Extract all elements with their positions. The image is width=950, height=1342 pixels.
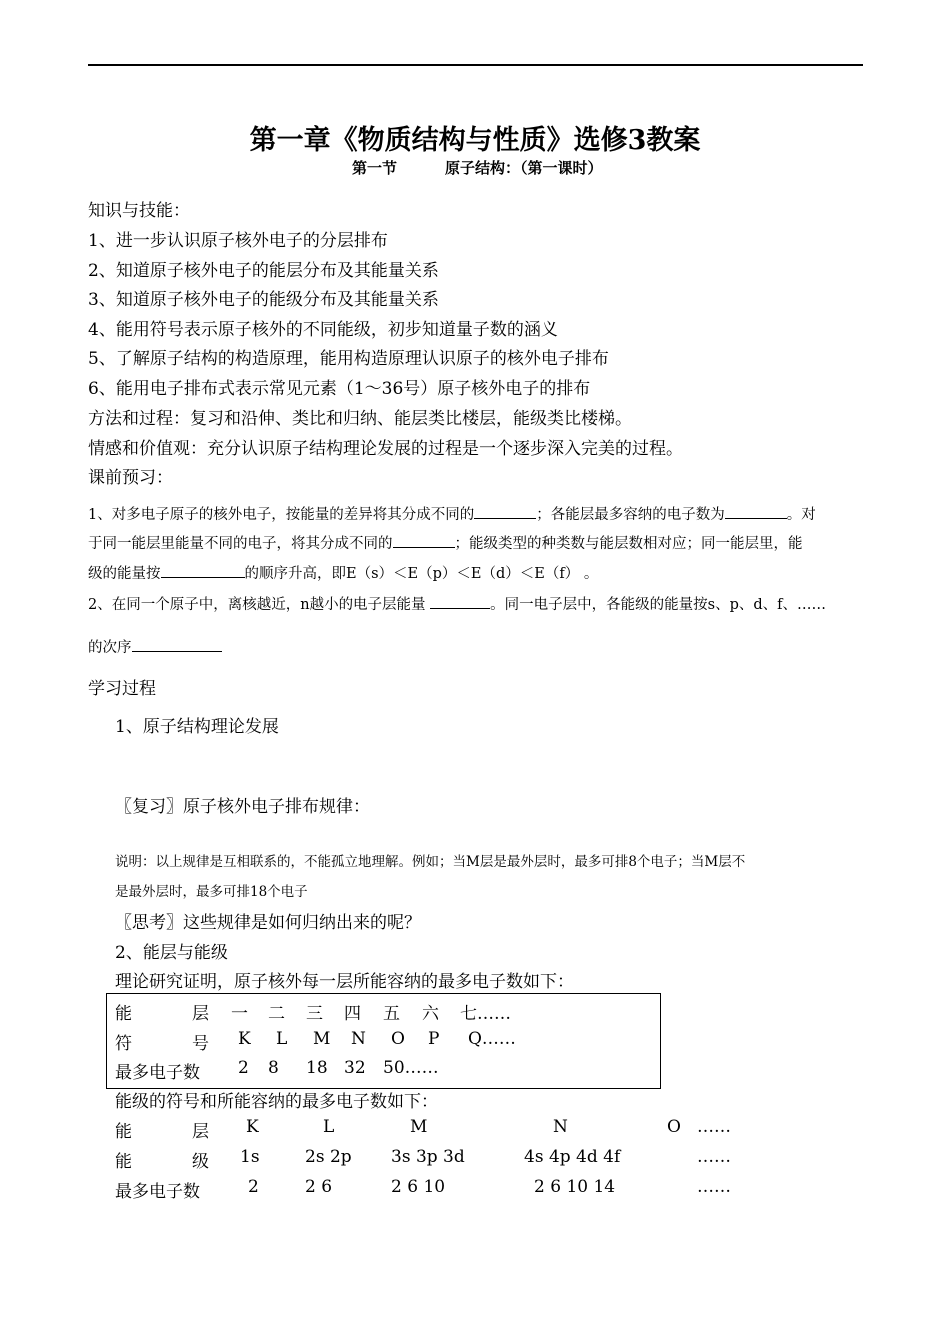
section1-heading: 1、原子结构理论发展	[115, 717, 279, 737]
shell-table-cell: 能	[115, 1004, 132, 1024]
shell-table-cell: 2	[238, 1058, 249, 1078]
emotion-text: 情感和价值观：充分认识原子结构理论发展的过程是一个逐步深入完美的过程。	[88, 439, 683, 459]
preview-q1-line2: 于同一能层里能量不同的电子，将其分成不同的 ；能级类型的种类数与能层数相对应；同一能层里，能	[88, 532, 803, 553]
shell-table-cell: 50……	[383, 1058, 439, 1078]
note-line: 是最外层时，最多可排18个电子	[115, 884, 308, 900]
objective-item: 1、进一步认识原子核外电子的分层排布	[88, 231, 388, 251]
subshell-table-cell: 3s 3p 3d	[391, 1147, 465, 1167]
fill-blank[interactable]	[393, 533, 455, 548]
shell-table-cell: K	[238, 1029, 251, 1049]
preview-q1-line3: 级的能量按 的顺序升高，即E（s）＜E（p）＜E（d）＜E（f） 。	[88, 562, 598, 583]
subshell-table-cell: ……	[697, 1177, 731, 1197]
shell-table-cell: 符	[115, 1034, 132, 1054]
page-title: 第一章《物质结构与性质》选修3教案	[249, 125, 701, 156]
topic-label: 原子结构：（第一课时）	[445, 159, 603, 177]
subshell-table-cell: N	[553, 1117, 568, 1137]
preview-q1-line1: 1、对多电子原子的核外电子，按能量的差异将其分成不同的 ；各能层最多容纳的电子数为 。对	[88, 503, 816, 524]
subshell-table-cell: ……	[697, 1147, 731, 1167]
objective-item: 5、了解原子结构的构造原理，能用构造原理认识原子的核外电子排布	[88, 349, 609, 369]
subshell-table-cell: 2 6 10	[391, 1177, 446, 1197]
subshell-table-cell: 2 6	[305, 1177, 333, 1197]
header-rule	[88, 64, 863, 66]
method-text: 方法和过程：复习和沿伸、类比和归纳、能层类比楼层，能级类比楼梯。	[88, 409, 632, 429]
objective-item: 4、能用符号表示原子核外的不同能级，初步知道量子数的涵义	[88, 320, 558, 340]
shell-table-cell: 五	[383, 1004, 400, 1024]
note-line: 说明：以上规律是互相联系的，不能孤立地理解。例如；当M层是最外层时，最多可排8个电子；当M层不	[115, 854, 746, 870]
subshell-table-cell: 1s	[240, 1147, 260, 1167]
shell-table-cell: 号	[192, 1034, 209, 1054]
shell-table-cell: P	[428, 1029, 440, 1049]
subshell-table-cell: O	[667, 1117, 681, 1137]
subshell-table-cell: K	[246, 1117, 259, 1137]
subshell-table-cell: ……	[697, 1117, 731, 1137]
subshell-table-cell: L	[323, 1117, 335, 1137]
fill-blank[interactable]	[430, 594, 490, 609]
preview-q2-line1: 2、在同一个原子中，离核越近，n越小的电子层能量 。同一电子层中，各能级的能量按s、p、d、f、……	[88, 593, 826, 614]
objectives-heading: 知识与技能：	[88, 201, 190, 221]
objective-item: 3、知道原子核外电子的能级分布及其能量关系	[88, 290, 439, 310]
shell-table-cell: L	[276, 1029, 288, 1049]
subshell-table-cell: 级	[192, 1152, 209, 1172]
shell-table-cell: 8	[268, 1058, 279, 1078]
fill-blank[interactable]	[725, 504, 787, 519]
fill-blank[interactable]	[161, 563, 245, 578]
shell-table-cell: 六	[422, 1004, 439, 1024]
subshell-table-cell: 最多电子数	[115, 1182, 200, 1202]
shell-table-cell: M	[313, 1029, 331, 1049]
shell-table-cell: Q……	[468, 1029, 516, 1049]
subshell-table-cell: 能	[115, 1122, 132, 1142]
shell-table-cell: 三	[306, 1004, 323, 1024]
page-subtitle	[352, 157, 651, 178]
subshell-table-cell: M	[410, 1117, 428, 1137]
review-heading: 〖复习〗原子核外电子排布规律：	[115, 797, 370, 817]
objective-item: 6、能用电子排布式表示常见元素（1～36号）原子核外电子的排布	[88, 379, 591, 399]
shell-table-cell: N	[351, 1029, 366, 1049]
theory-text: 理论研究证明，原子核外每一层所能容纳的最多电子数如下：	[115, 972, 574, 992]
subshell-table-cell: 2	[248, 1177, 259, 1197]
section-label: 第一节	[352, 159, 398, 177]
subshell-table-cell: 能	[115, 1152, 132, 1172]
fill-blank[interactable]	[474, 504, 536, 519]
subshell-intro: 能级的符号和所能容纳的最多电子数如下：	[115, 1092, 438, 1112]
subshell-table-cell: 2s 2p	[305, 1147, 352, 1167]
shell-table-cell: 二	[268, 1004, 285, 1024]
preview-heading: 课前预习：	[88, 468, 173, 488]
fill-blank[interactable]	[132, 637, 222, 652]
think-heading: 〖思考〗这些规律是如何归纳出来的呢？	[115, 913, 421, 933]
shell-table-cell: O	[391, 1029, 405, 1049]
shell-table-cell: 32	[344, 1058, 366, 1078]
shell-table-cell: 七……	[460, 1004, 511, 1024]
shell-table-cell: 最多电子数	[115, 1063, 200, 1083]
process-heading: 学习过程	[88, 679, 156, 699]
shell-table-cell: 18	[306, 1058, 328, 1078]
section2-heading: 2、能层与能级	[115, 943, 228, 963]
shell-table-cell: 一	[231, 1004, 248, 1024]
shell-table-cell: 层	[192, 1004, 209, 1024]
preview-q2-line2: 的次序	[88, 636, 222, 657]
shell-table-cell: 四	[344, 1004, 361, 1024]
objective-item: 2、知道原子核外电子的能层分布及其能量关系	[88, 261, 439, 281]
subshell-table-cell: 层	[192, 1122, 209, 1142]
subshell-table-cell: 4s 4p 4d 4f	[524, 1147, 621, 1167]
subshell-table-cell: 2 6 10 14	[534, 1177, 616, 1197]
